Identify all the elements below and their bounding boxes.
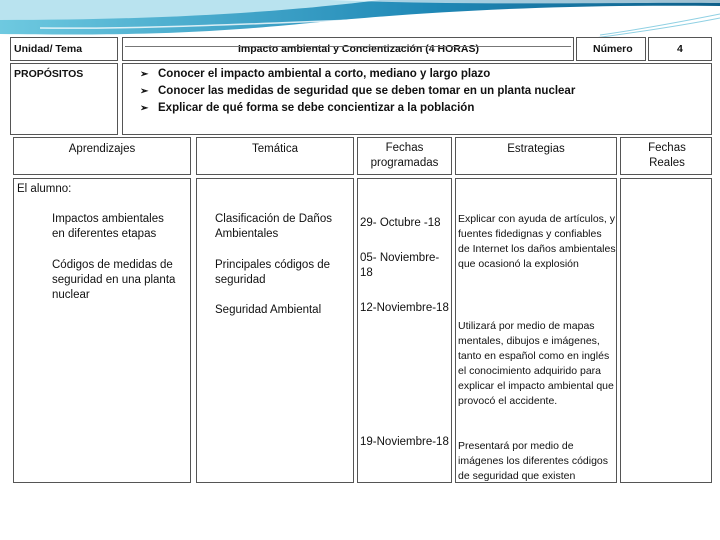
purpose-item: ➢ Conocer las medidas de seguridad que se deben tomar en un planta nuclear	[140, 83, 575, 100]
estrategia-item: Explicar con ayuda de artículos, y fuentes fidedignas y confiables de Internet los daños ambientales que ocasionó la explosión	[458, 213, 616, 270]
purpose-item: ➢ Conocer el impacto ambiental a corto, mediano y largo plazo	[140, 66, 575, 83]
col-header-estrategias-label: Estrategias	[507, 143, 565, 155]
arrow-bullet-icon: ➢	[140, 103, 149, 114]
arrow-bullet-icon: ➢	[140, 69, 149, 80]
fecha-item: 12-Noviembre-18	[360, 302, 449, 314]
aprendizaje-item: Códigos de medidas de seguridad en una planta nuclear	[52, 259, 176, 301]
lesson-plan-table	[10, 37, 712, 483]
number-label: Número	[593, 43, 633, 55]
tematica-item: Principales códigos de seguridad	[215, 259, 331, 286]
purposes-label-cell	[10, 63, 118, 135]
col-header-fechas-programadas-label: Fechas programadas	[370, 142, 439, 169]
aprendizaje-item: Impactos ambientales en diferentes etapas	[52, 213, 164, 240]
tematica-item: Seguridad Ambiental	[215, 304, 322, 316]
col-header-tematica-label: Temática	[251, 143, 299, 155]
body-cell-aprendizajes	[13, 178, 191, 483]
col-header-aprendizajes	[13, 137, 191, 175]
number-label-cell	[576, 37, 646, 61]
col-header-fechas-reales-label: Fechas Reales	[648, 142, 686, 169]
body-cell-estrategias	[455, 178, 617, 483]
unit-label-cell	[10, 37, 118, 61]
body-cell-fechas	[357, 178, 452, 483]
body-cell-tematica	[196, 178, 354, 483]
estrategia-item: Utilizará por medio de mapas mentales, dibujos e imágenes, tanto en español como en inglés el conocimiento adquirido para explicar el impacto ambiental que provocó el accidente.	[458, 320, 614, 407]
body-cell-fechas-reales	[620, 178, 712, 483]
purposes-list	[140, 66, 575, 117]
col-header-tematica	[196, 137, 354, 175]
purposes-label: PROPÓSITOS	[14, 68, 84, 80]
arrow-bullet-icon: ➢	[140, 86, 149, 97]
col-header-estrategias	[455, 137, 617, 175]
title-cell	[122, 37, 574, 61]
purpose-item: ➢ Explicar de qué forma se debe concientizar a la población	[140, 100, 575, 117]
col-header-fechas-programadas	[357, 137, 452, 175]
fecha-item: 29- Octubre -18	[360, 217, 441, 229]
tematica-item: Clasificación de Daños Ambientales	[215, 213, 332, 240]
unit-label: Unidad/ Tema	[14, 43, 83, 55]
estrategia-item: Presentará por medio de imágenes los diferentes códigos de seguridad que existen	[458, 440, 609, 482]
number-value: 4	[677, 43, 683, 55]
page-title: Impacto ambiental y Concientización (4 HORAS)	[238, 43, 479, 55]
alumno-label: El alumno:	[17, 183, 72, 195]
col-header-aprendizajes-label: Aprendizajes	[68, 143, 136, 155]
fecha-item: 05- Noviembre-18	[360, 252, 440, 279]
fecha-item: 19-Noviembre-18	[360, 436, 449, 448]
number-value-cell	[648, 37, 712, 61]
col-header-fechas-reales	[620, 137, 712, 175]
